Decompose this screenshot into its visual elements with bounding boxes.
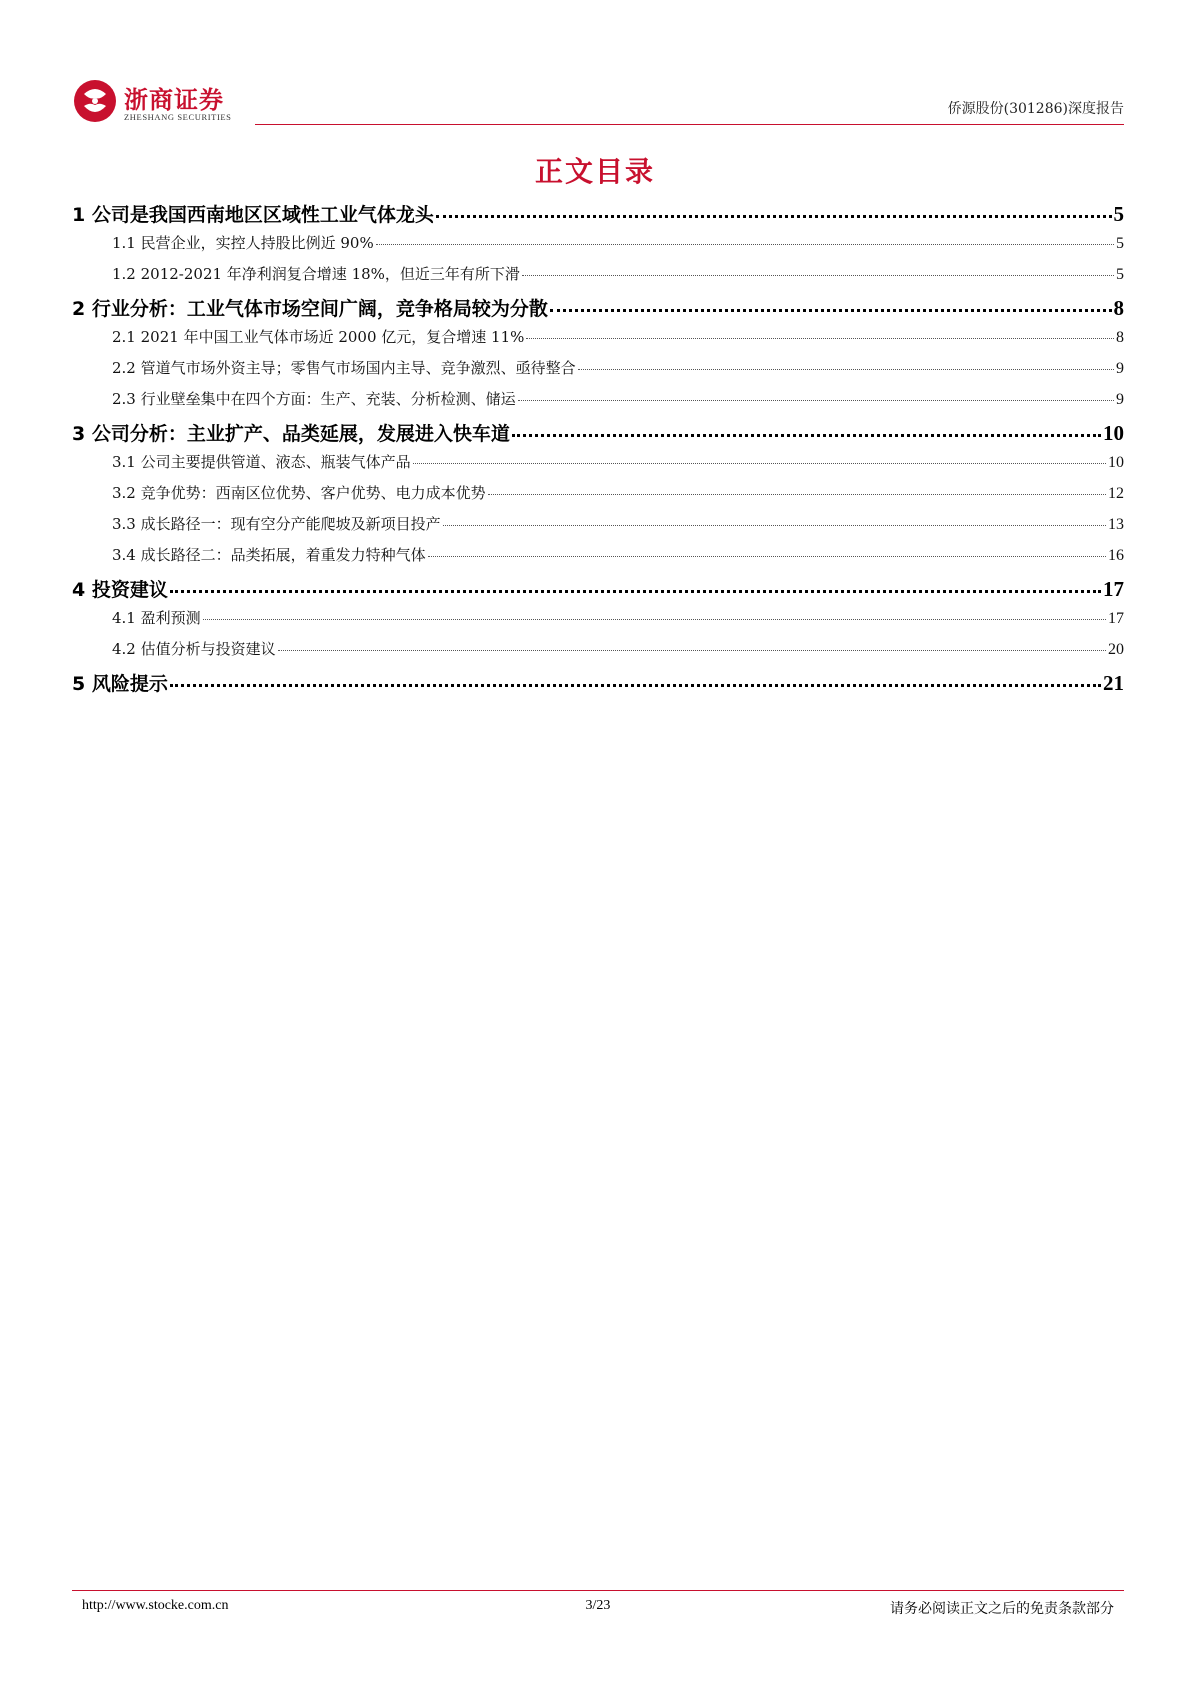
toc-title: 正文目录 [534, 155, 655, 188]
toc-entry-section[interactable] [72, 607, 1124, 638]
toc-entry-page: 5 [1116, 235, 1124, 252]
toc-entry-page: 16 [1108, 547, 1124, 564]
toc-entry-label: 4.2 估值分析与投资建议 [112, 640, 276, 658]
toc-entry-label: 3.1 公司主要提供管道、液态、瓶装气体产品 [112, 453, 411, 471]
toc-entry-section[interactable] [72, 451, 1124, 482]
toc-entry-label: 3.2 竞争优势：西南区位优势、客户优势、电力成本优势 [112, 484, 486, 502]
toc-entry-chapter[interactable] [72, 575, 1124, 607]
toc-dot-leader [413, 463, 1106, 464]
toc-entry-page: 12 [1108, 485, 1124, 502]
toc-entry-page: 17 [1108, 610, 1124, 627]
brand-name-en: ZHESHANG SECURITIES [124, 112, 232, 122]
toc-dot-leader [428, 556, 1106, 557]
toc-entry-label: 1.1 民营企业，实控人持股比例近 90% [112, 234, 374, 252]
toc-dot-leader [518, 400, 1114, 401]
toc-entry-chapter[interactable] [72, 419, 1124, 451]
report-title: 侨源股份(301286)深度报告 [947, 101, 1124, 117]
toc-dot-leader [170, 684, 1101, 687]
toc-dot-leader [526, 338, 1114, 339]
toc-entry-page: 13 [1108, 516, 1124, 533]
toc-entry-section[interactable] [72, 326, 1124, 357]
zheshang-logo-icon [72, 78, 118, 124]
toc-dot-leader [170, 590, 1101, 593]
toc-entry-section[interactable] [72, 357, 1124, 388]
page-number: 3/23 [585, 1598, 611, 1613]
toc-entry-label: 2.3 行业壁垒集中在四个方面：生产、充装、分析检测、储运 [112, 390, 516, 408]
toc-dot-leader [203, 619, 1106, 620]
toc-entry-page: 5 [1116, 266, 1124, 283]
toc-entry-page: 20 [1108, 641, 1124, 658]
toc-entry-label: 1.2 2012-2021 年净利润复合增速 18%，但近三年有所下滑 [112, 265, 520, 283]
toc-entry-section[interactable] [72, 232, 1124, 263]
page-footer [72, 1596, 1124, 1620]
toc-entry-section[interactable] [72, 388, 1124, 419]
toc-entry-label: 2 行业分析：工业气体市场空间广阔，竞争格局较为分散 [72, 298, 548, 320]
footer-url-link[interactable]: http://www.stocke.com.cn [82, 1598, 229, 1613]
toc-entry-label: 5 风险提示 [72, 673, 168, 695]
toc-entry-label: 3.3 成长路径一：现有空分产能爬坡及新项目投产 [112, 515, 441, 533]
toc-entry-page: 21 [1103, 671, 1124, 695]
toc-dot-leader [436, 215, 1112, 218]
toc-entry-label: 3.4 成长路径二：品类拓展，着重发力特种气体 [112, 546, 426, 564]
toc-dot-leader [550, 309, 1112, 312]
header-divider [255, 124, 1124, 125]
toc-entry-section[interactable] [72, 482, 1124, 513]
footer-disclaimer: 请务必阅读正文之后的免责条款部分 [890, 1601, 1114, 1617]
toc-dot-leader [443, 525, 1106, 526]
toc-entry-page: 8 [1113, 296, 1124, 320]
toc-entry-page: 9 [1116, 360, 1124, 377]
toc-dot-leader [376, 244, 1114, 245]
toc-entry-page: 10 [1103, 421, 1124, 445]
toc-entry-label: 2.1 2021 年中国工业气体市场近 2000 亿元，复合增速 11% [112, 328, 525, 346]
toc-dot-leader [488, 494, 1106, 495]
footer-divider [72, 1590, 1124, 1591]
zheshang-logo [72, 78, 262, 128]
toc-entry-label: 4.1 盈利预测 [112, 609, 201, 627]
toc-entry-label: 3 公司分析：主业扩产、品类延展，发展进入快车道 [72, 423, 510, 445]
toc-entry-section[interactable] [72, 263, 1124, 294]
toc-entry-page: 10 [1108, 454, 1124, 471]
table-of-contents [72, 200, 1124, 701]
toc-entry-section[interactable] [72, 544, 1124, 575]
toc-dot-leader [512, 434, 1101, 437]
toc-entry-chapter[interactable] [72, 669, 1124, 701]
toc-dot-leader [278, 650, 1106, 651]
toc-dot-leader [578, 369, 1114, 370]
toc-entry-label: 2.2 管道气市场外资主导；零售气市场国内主导、竞争激烈、亟待整合 [112, 359, 576, 377]
toc-entry-label: 4 投资建议 [72, 579, 168, 601]
page-header [72, 70, 1124, 130]
toc-entry-section[interactable] [72, 513, 1124, 544]
toc-entry-page: 5 [1113, 202, 1124, 226]
toc-entry-chapter[interactable] [72, 294, 1124, 326]
toc-entry-page: 8 [1116, 329, 1124, 346]
brand-name-cn: 浙商证券 [124, 86, 224, 114]
toc-entry-label: 1 公司是我国西南地区区域性工业气体龙头 [72, 204, 434, 226]
toc-entry-page: 9 [1116, 391, 1124, 408]
toc-entry-page: 17 [1103, 577, 1124, 601]
toc-entry-section[interactable] [72, 638, 1124, 669]
toc-dot-leader [522, 275, 1114, 276]
toc-entry-chapter[interactable] [72, 200, 1124, 232]
